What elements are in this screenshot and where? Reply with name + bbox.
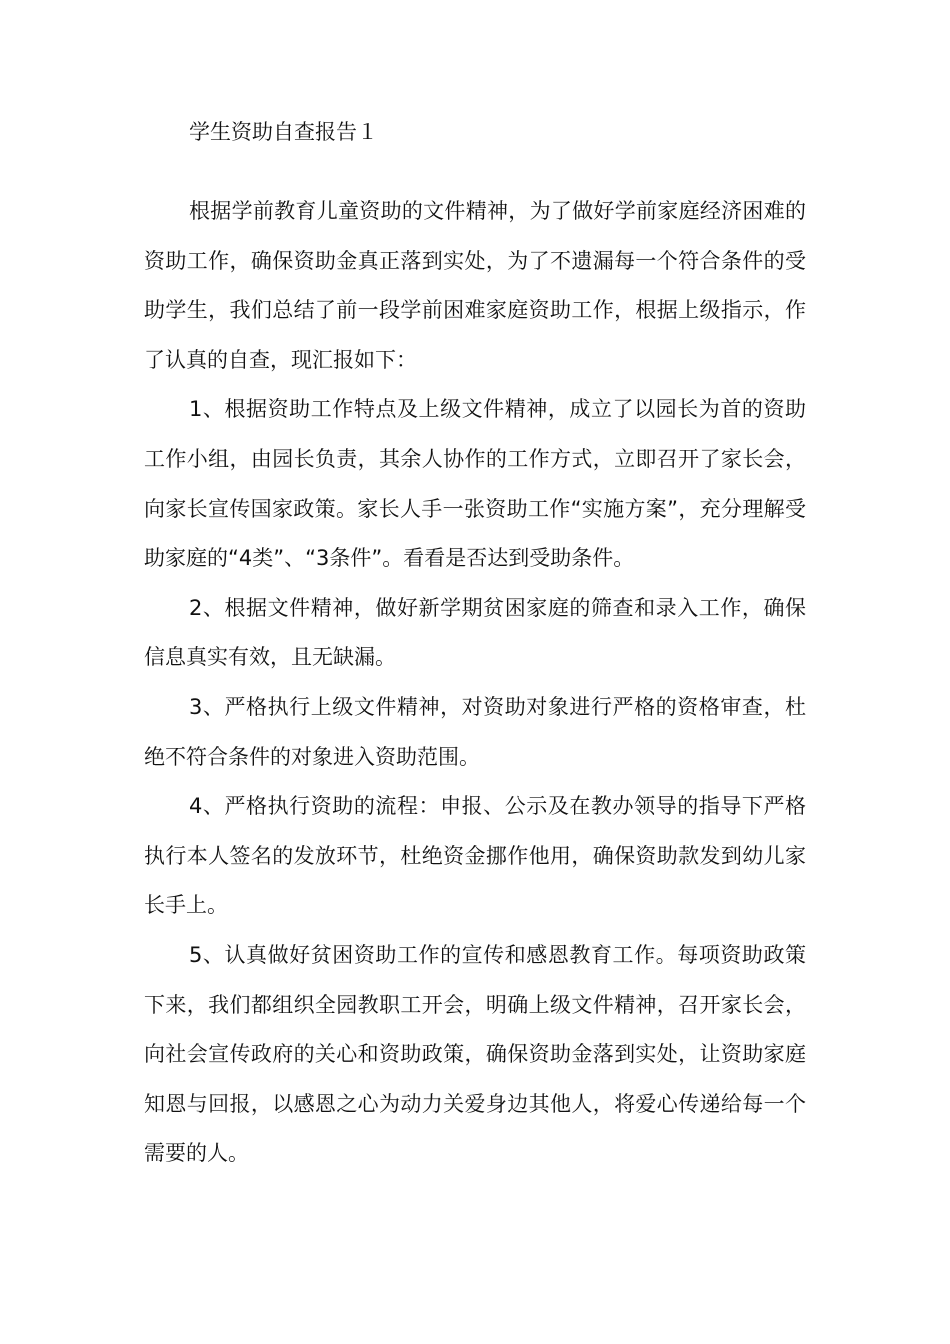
document-title: 学生资助自查报告１ [189,120,378,144]
document-body [144,187,806,1179]
paragraph-item-3: 3、严格执行上级文件精神，对资助对象进行严格的资格审查，杜绝不符合条件的对象进入资助范围。 [144,694,806,769]
paragraph-item-1: 1、根据资助工作特点及上级文件精神，成立了以园长为首的资助工作小组，由园长负责，其余人协作的工作方式，立即召开了家长会，向家长宣传国家政策。家长人手一张资助工作“实施方案”，充分理解受助家庭的“4类”、“3条件”。看看是否达到受助条件。 [144,397,806,571]
paragraph-item-2: 2、根据文件精神，做好新学期贫困家庭的筛查和录入工作，确保信息真实有效，且无缺漏。 [144,595,806,670]
paragraph-intro: 根据学前教育儿童资助的文件精神，为了做好学前家庭经济困难的资助工作，确保资助金真正落到实处，为了不遗漏每一个符合条件的受助学生，我们总结了前一段学前困难家庭资助工作，根据上级指示，作了认真的自查，现汇报如下： [144,199,806,372]
paragraph-item-5: 5、认真做好贫困资助工作的宣传和感恩教育工作。每项资助政策下来，我们都组织全园教职工开会，明确上级文件精神，召开家长会，向社会宣传政府的关心和资助政策，确保资助金落到实处，让资助家庭知恩与回报，以感恩之心为动力关爱身边其他人，将爱心传递给每一个需要的人。 [144,942,806,1166]
paragraph-item-4: 4、严格执行资助的流程：申报、公示及在教办领导的指导下严格执行本人签名的发放环节，杜绝资金挪作他用，确保资助款发到幼儿家长手上。 [144,794,806,918]
